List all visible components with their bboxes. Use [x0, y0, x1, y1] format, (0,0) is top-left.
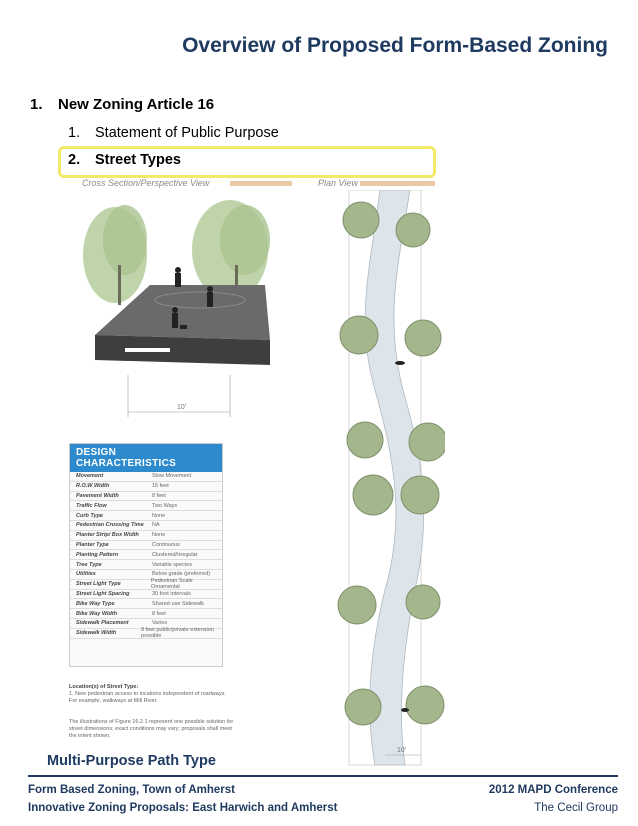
footer-divider — [28, 775, 618, 777]
design-row-key: Movement — [76, 473, 104, 480]
design-row — [70, 511, 222, 521]
design-row — [70, 472, 222, 482]
outline-subitem-1-label: Statement of Public Purpose — [95, 125, 279, 141]
illustration-note: The illustrations of Figure 16.2.1 represent one possible solution for street dimensions; exact conditions may vary; proposals shall meet the intent shown. — [69, 719, 234, 739]
design-row-key: Sidewalk Width — [76, 630, 117, 637]
outline-subitem-2-label: Street Types — [95, 152, 181, 168]
design-row-key: R.O.W Width — [76, 483, 110, 490]
design-row-key: Street Light Type — [76, 581, 121, 588]
design-row — [70, 560, 222, 570]
design-row-key: Planter Type — [76, 541, 109, 548]
design-row-key: Pavement Width — [76, 492, 119, 499]
design-row — [70, 501, 222, 511]
design-row — [70, 492, 222, 502]
design-row-key: Curb Type — [76, 512, 103, 519]
footer-right-line2: The Cecil Group — [534, 802, 618, 814]
design-row — [70, 609, 222, 619]
design-row-key: Street Light Spacing — [76, 590, 130, 597]
design-row-key: Utilities — [76, 571, 96, 578]
design-row-key: Bike Way Type — [76, 600, 115, 607]
page-title: Overview of Proposed Form-Based Zoning — [182, 34, 608, 57]
plan-view-caption: Plan View — [318, 178, 358, 188]
design-characteristics-header: DESIGN CHARACTERISTICS — [70, 444, 222, 472]
design-row-value: Below grade (preferred) — [152, 571, 211, 578]
design-row-value: Clustered/Irregular — [152, 551, 198, 558]
design-row — [70, 550, 222, 560]
design-row-value: 30 foot intervals — [152, 590, 191, 597]
design-row-key: Pedestrian Crossing Time — [76, 522, 144, 529]
design-row-value: None — [152, 532, 166, 539]
design-row-value: 8 feet — [152, 492, 166, 499]
design-row-value: Variable species — [152, 561, 192, 568]
design-row-key: Bike Way Width — [76, 610, 118, 617]
design-row-key: Planter Strip/ Box Width — [76, 532, 139, 539]
design-row-value: Pedestrian Scale Ornamental — [151, 578, 193, 591]
plan-view-illustration — [325, 190, 445, 770]
cross-section-illustration — [80, 195, 280, 425]
outline-item-1-label: New Zoning Article 16 — [58, 96, 215, 113]
design-row — [70, 629, 222, 639]
design-row-key: Sidewalk Placement — [76, 620, 129, 627]
location-title: Location(s) of Street Type: — [69, 684, 139, 690]
location-text: 1. New pedestrian access to locations independent of roadways. For example, walkways at Mill River. — [69, 691, 226, 704]
design-row-value: Shared-use Sidewalk — [152, 600, 204, 607]
design-row-value: 8 feet public/private extension possible — [141, 627, 214, 640]
design-row-value: None — [152, 512, 166, 519]
design-row-value: Two Ways — [152, 502, 178, 509]
footer-right-line1: 2012 MAPD Conference — [488, 784, 618, 796]
caption-bar-right — [360, 181, 435, 186]
outline-item-1 — [30, 96, 214, 113]
design-row-value: 15 feet — [152, 483, 169, 490]
dimension-label-left: 10' — [177, 404, 187, 411]
footer-left-line1: Form Based Zoning, Town of Amherst — [28, 784, 235, 796]
design-row — [70, 521, 222, 531]
design-row-value: NA — [152, 522, 160, 529]
tree-left-icon — [83, 205, 147, 305]
design-row — [70, 482, 222, 492]
design-row-value: Continuous — [152, 541, 180, 548]
outline-subitem-2 — [68, 152, 181, 168]
design-row-key: Tree Type — [76, 561, 102, 568]
design-row — [70, 531, 222, 541]
footer-left-line2: Innovative Zoning Proposals: East Harwich and Amherst — [28, 802, 338, 814]
outline-subitem-2-number: 2. — [68, 152, 81, 168]
design-row — [70, 580, 222, 590]
dimension-label-right: 10' — [397, 747, 407, 754]
cross-section-caption: Cross Section/Perspective View — [82, 178, 210, 188]
outline-subitem-1-number: 1. — [68, 125, 81, 141]
outline-item-1-number: 1. — [30, 96, 43, 113]
design-row-key: Traffic Flow — [76, 502, 107, 509]
design-row-key: Planting Pattern — [76, 551, 119, 558]
outline-subitem-1 — [68, 125, 279, 141]
figure-label: Multi-Purpose Path Type — [47, 753, 216, 769]
design-row-value: Slow Movement — [152, 473, 192, 480]
design-row — [70, 541, 222, 551]
caption-bar-left — [230, 181, 292, 186]
design-row — [70, 590, 222, 600]
design-row-value: 8 feet — [152, 610, 166, 617]
location-notes — [69, 684, 234, 740]
design-characteristics-table — [69, 443, 223, 667]
design-row-value: Varies — [152, 620, 168, 627]
design-row — [70, 599, 222, 609]
design-characteristics-rows — [70, 472, 222, 639]
